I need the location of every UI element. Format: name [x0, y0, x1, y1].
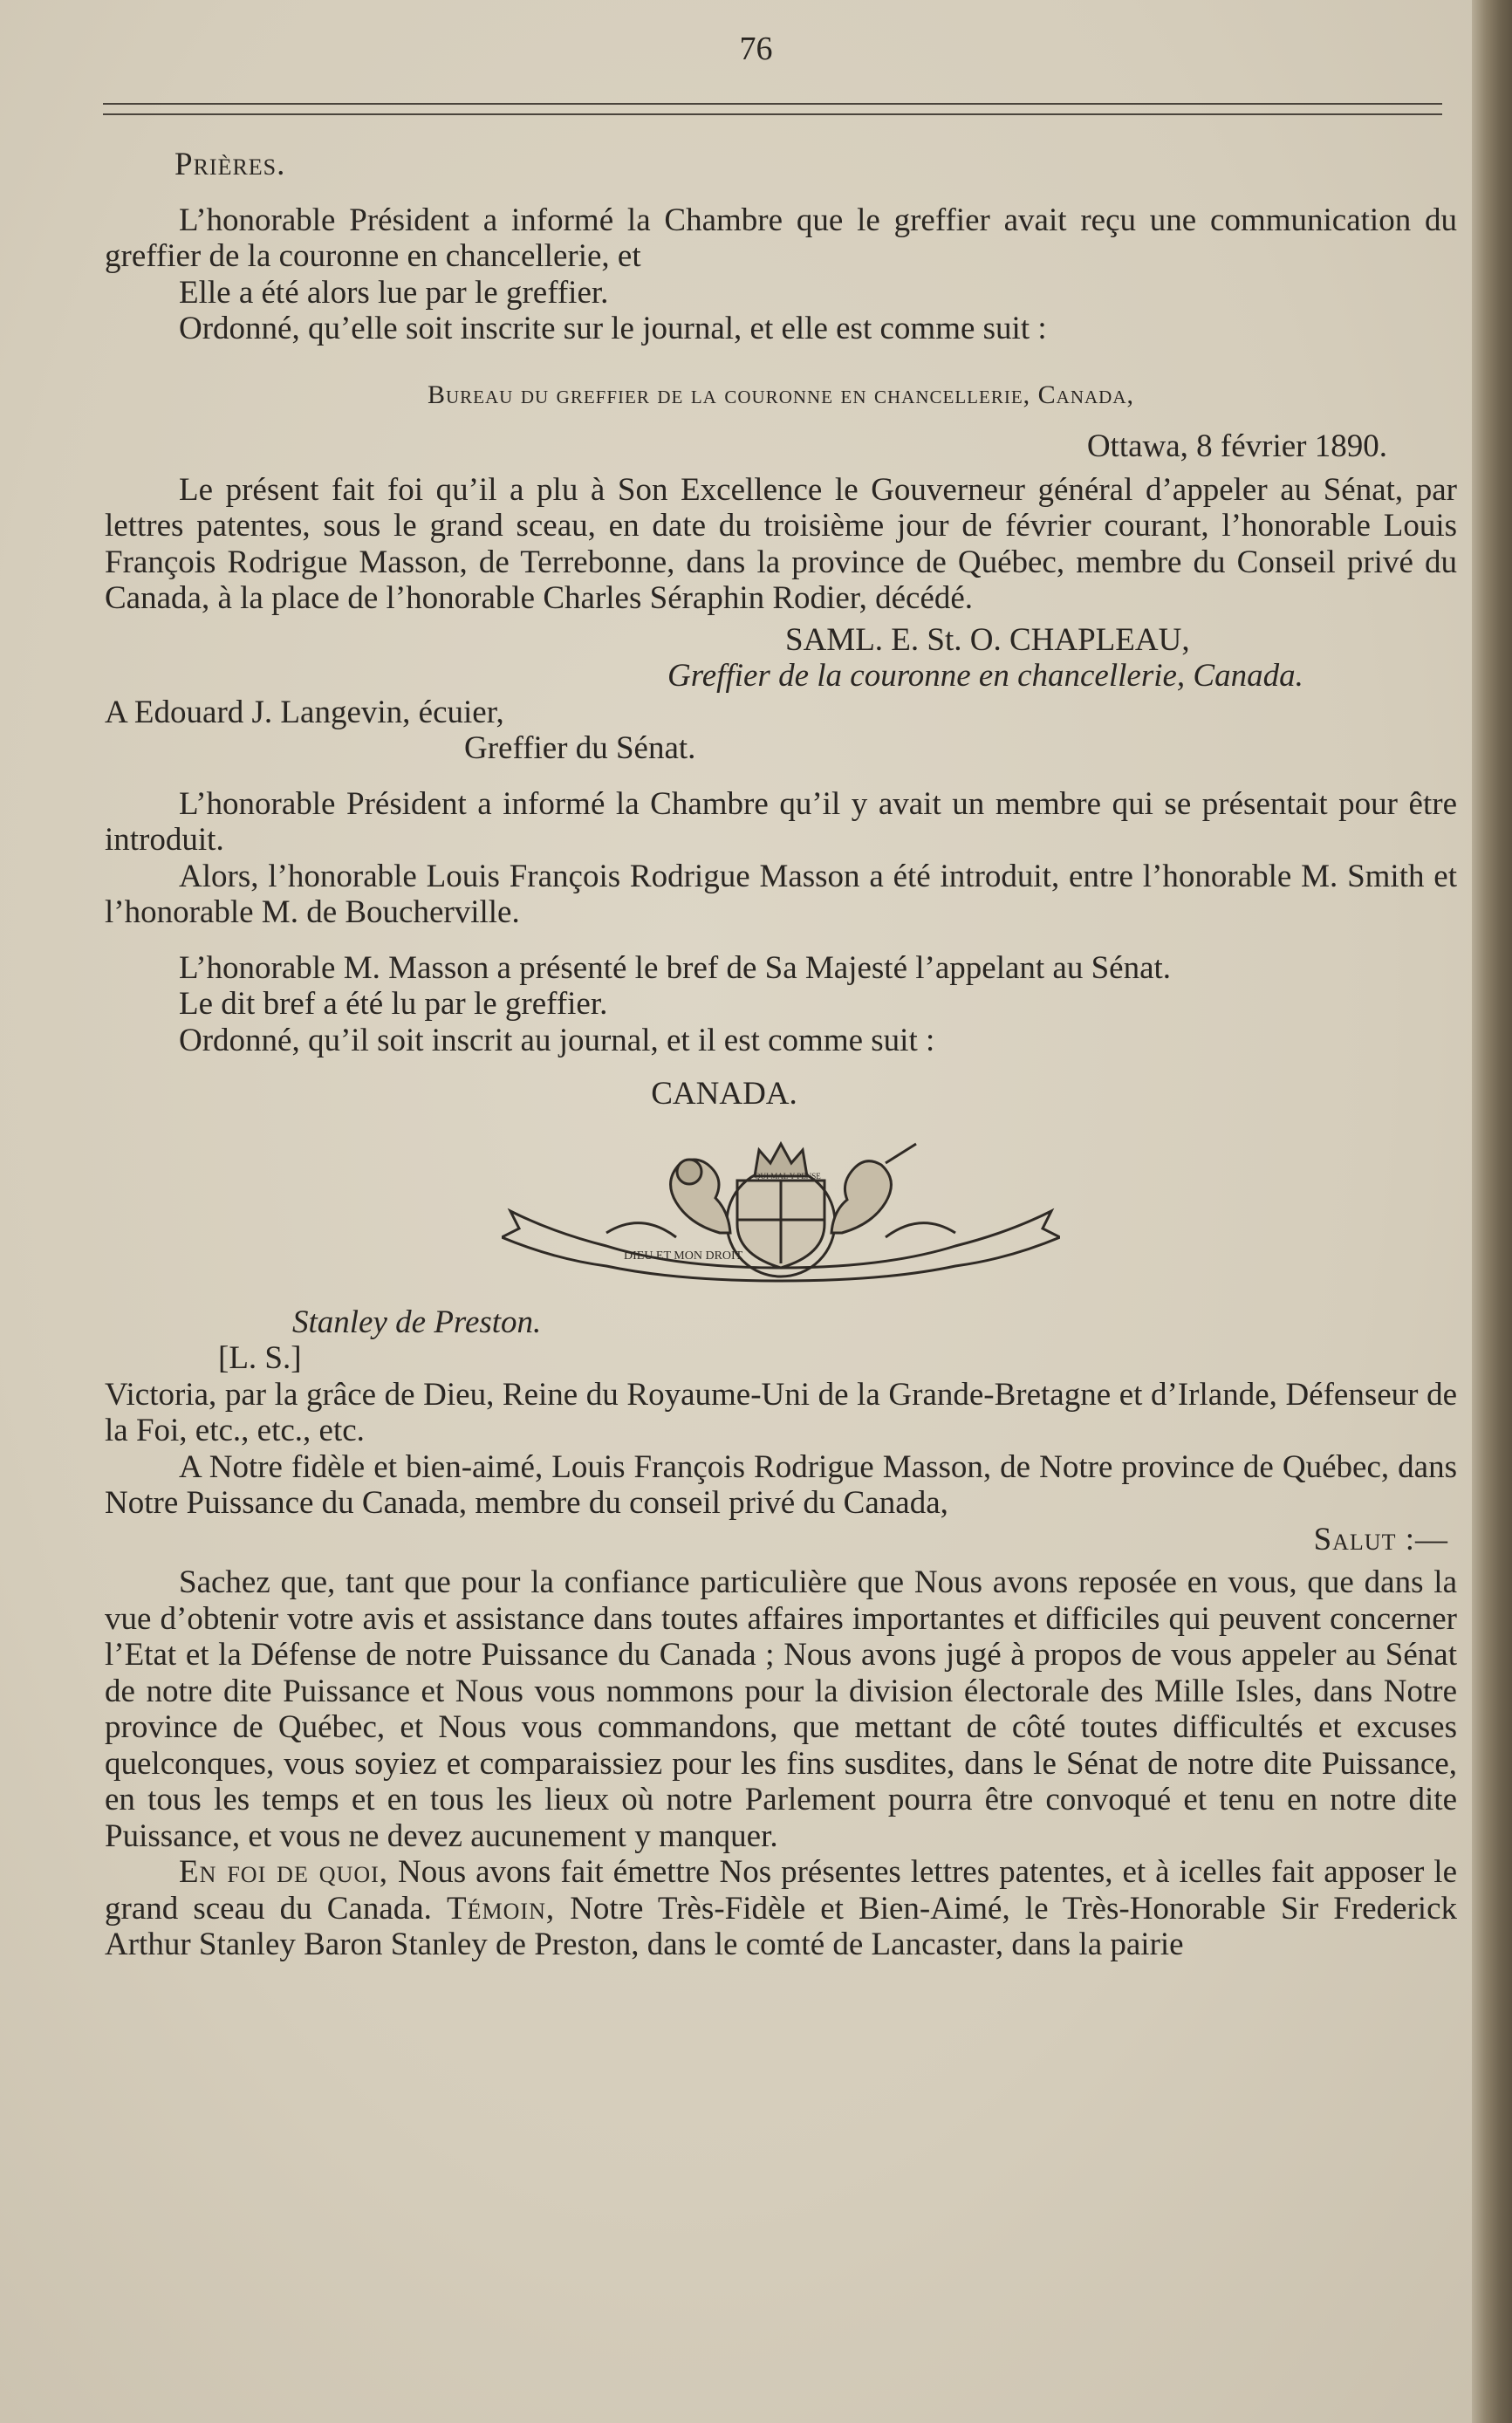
addressee-line2: Greffier du Sénat. — [464, 730, 696, 766]
sachez-paragraph: Sachez que, tant que pour la confiance particulière que Nous avons reposée en vous, que dans la vue d’obtenir votre avis et assistance dans toutes affaires importantes et difficiles qui peuvent concerner l’Etat et la Défense de notre Puissance du Canada ; Nous avons jugé à propos de vous appeler au Sénat de notre dite Puissance et Nous vous nommons pour la division électorale des Mille Isles, dans Notre province de Québec, et Nous vous commandons, que mettant de côté toutes difficultés et excuses quelconques, vous soyiez et comparaissiez pour les fins susdites, dans le Sénat de notre dite Puissance, en tous les temps et en tous les lieux où notre Parlement pourra être convoqué et tenu en notre dite Puissance, et vous ne devez aucunement y manquer. — [105, 1564, 1457, 1854]
page-edge-shadow — [1472, 0, 1512, 2423]
bureau-heading: Bureau du greffier de la couronne en chancellerie, Canada, — [428, 380, 1134, 409]
salut-line: Salut :— — [1313, 1521, 1448, 1557]
canada-heading: CANADA. — [651, 1076, 797, 1112]
paragraph-read: Elle a été alors lue par le greffier. — [179, 274, 609, 311]
ls-mark: [L. S.] — [218, 1340, 302, 1376]
page-number: 76 — [739, 31, 773, 67]
body-text — [105, 147, 1457, 1963]
paragraph-introduction: L’honorable Président a informé la Chambre qu’il y avait un membre qui se présentait pour être introduit. — [105, 785, 1457, 858]
paragraph-appointment: Le présent fait foi qu’il a plu à Son Excellence le Gouverneur général d’appeler au Sénat, par lettres patentes, sous le grand sceau, en date du troisième jour de février courant, l’honorable Louis François Rodrigue Masson, de Terrebonne, dans la province de Québec, membre du Conseil privé du Canada, à la place de l’honorable Charles Séraphin Rodier, décédé. — [105, 471, 1457, 616]
paragraph-writ-ordered: Ordonné, qu’il soit inscrit au journal, et il est comme suit : — [179, 1022, 935, 1058]
addressee-paragraph: A Notre fidèle et bien-aimé, Louis François Rodrigue Masson, de Notre province de Québec, dans Notre Puissance du Canada, membre du conseil privé du Canada, — [105, 1448, 1457, 1521]
addressee-line1: A Edouard J. Langevin, écuier, — [105, 694, 504, 730]
royal-coat-of-arms — [502, 1128, 1060, 1285]
governor-signature: Stanley de Preston. — [292, 1304, 542, 1340]
en-foi-paragraph — [105, 1854, 1457, 1963]
crest-motto-left: DIEU ET MON DROIT — [624, 1249, 743, 1263]
signature-name: SAML. E. St. O. CHAPLEAU, — [785, 621, 1190, 658]
temoin-lead: Témoin, — [447, 1890, 556, 1927]
victoria-paragraph: Victoria, par la grâce de Dieu, Reine du Royaume-Uni de la Grande-Bretagne et d’Irlande, Défenseur de la Foi, etc., etc., etc. — [105, 1376, 1457, 1448]
paragraph-ordered: Ordonné, qu’elle soit inscrite sur le journal, et elle est comme suit : — [179, 311, 1047, 346]
section-heading: Prières. — [174, 147, 286, 182]
paragraph-communication: L’honorable Président a informé la Chambre que le greffier avait reçu une communication du greffier de la couronne en chancellerie, et — [105, 202, 1457, 274]
crest-motto-center: QUI MAL Y PENSE — [755, 1171, 821, 1181]
temoin-text: Notre Très-Fidèle et Bien-Aimé, le Très-Honorable Sir Frederick Arthur Stanley Baron Stanley de Preston, dans le comté de Lancaster, dans la pairie — [105, 1890, 1458, 1962]
signature-title: Greffier de la couronne en chancellerie, Canada. — [667, 658, 1303, 694]
date-line: Ottawa, 8 février 1890. — [1086, 428, 1387, 464]
en-foi-text: Nous avons fait émettre Nos présentes lettres patentes, et à icelles fait apposer le grand sceau du Canada. — [105, 1854, 1458, 1927]
paragraph-writ: L’honorable M. Masson a présenté le bref de Sa Majesté l’appelant au Sénat. — [179, 949, 1172, 986]
header-rule-bottom — [103, 113, 1442, 115]
header-rule-top — [103, 103, 1442, 105]
paragraph-introduced: Alors, l’honorable Louis François Rodrigue Masson a été introduit, entre l’honorable M. Smith et l’honorable M. de Boucherville. — [105, 858, 1457, 930]
en-foi-lead: En foi de quoi, — [179, 1854, 389, 1890]
paragraph-writ-read: Le dit bref a été lu par le greffier. — [179, 986, 608, 1022]
